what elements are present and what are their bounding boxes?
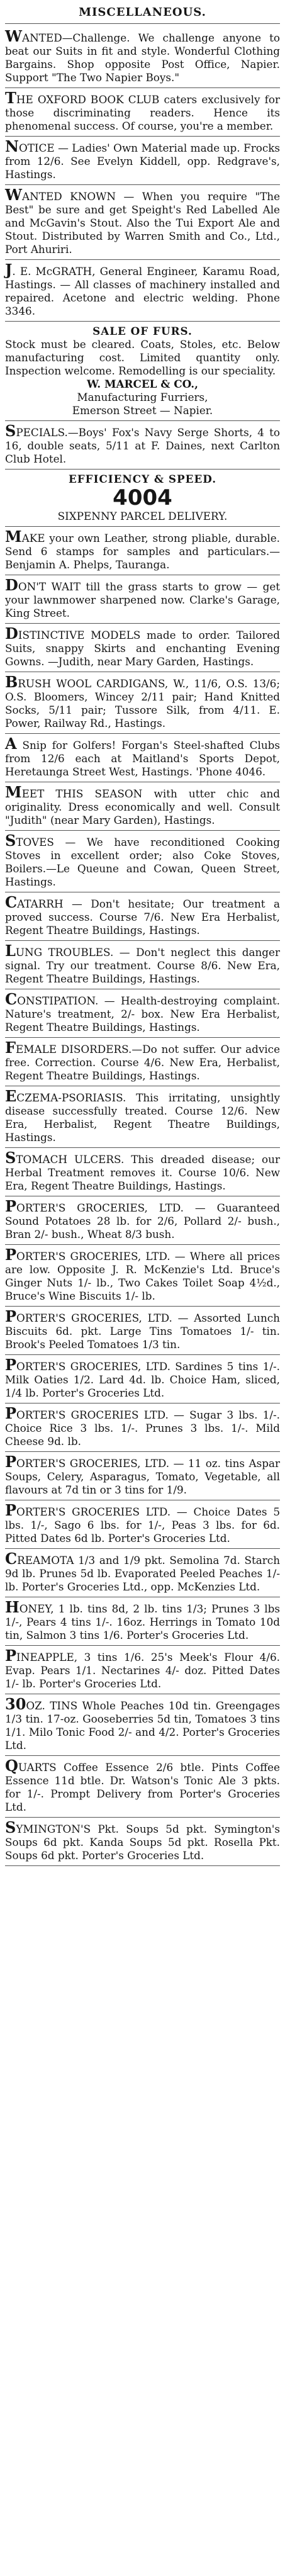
ad-porters-2 <box>5 1245 280 1307</box>
ad-lead-letter: P <box>5 1197 17 1215</box>
ad-lead-letter: N <box>5 137 19 155</box>
ad-text <box>5 944 280 986</box>
ad-subline: Manufacturing Furriers, <box>77 391 208 403</box>
ad-text <box>5 137 280 181</box>
ad-body: ISTINCTIVE MODELS made to order. Tailored Suits, snappy Skirts and enchanting Evening Gowns. —Judith, near Mary Garden, Hastings. <box>5 629 280 668</box>
ad-body: ANTED—Challenge. We challenge anyone to beat our Suits in fit and style. Wonderful Clothing Bargains. Shop opposite Post Office, Napier. Support "The Two Napier Boys." <box>5 31 280 84</box>
ad-address: Emerson Street — Napier. <box>72 404 213 417</box>
ad-lead-letter: M <box>5 783 22 801</box>
ad-body: ONSTIPATION. — Health-destroying complaint. Nature's treatment, 2/- box. New Era Herbalist, Regent Theatre Buildings, Hastings. <box>5 994 280 1033</box>
ad-lead-letter: P <box>5 1307 17 1325</box>
ad-lead-letter: C <box>5 990 18 1008</box>
ad-text <box>5 1404 280 1448</box>
ad-text <box>5 1600 280 1642</box>
ad-porters-1 <box>5 1196 280 1245</box>
ad-female-disorders <box>5 1038 280 1086</box>
ad-lead-letter: P <box>5 1453 17 1471</box>
ad-text <box>5 1151 280 1193</box>
ad-lead-letter: Q <box>5 1757 18 1775</box>
ad-body: RUSH WOOL CARDIGANS, W., 11/6, O.S. 13/6; O.S. Bloomers, Wincey 2/11 pair; Hand Knitted Socks, 5/11 pair; Tussore Silk, from 4/11. E. Power, Railway Rd., Hastings. <box>5 677 280 729</box>
ad-body: ONEY, 1 lb. tins 8d, 2 lb. tins 1/3; Prunes 3 lbs 1/-, Pears 4 tins 1/-. 16oz. Herrings in Tomato 10d tin, Salmon 3 tins 1/6. Porter's Groceries Ltd. <box>5 1602 280 1641</box>
ad-text <box>5 1089 280 1144</box>
section-title: MISCELLANEOUS. <box>5 5 280 24</box>
ad-lead-letter: F <box>5 1038 16 1057</box>
ad-text <box>5 624 280 668</box>
ad-text <box>5 527 280 571</box>
ad-text <box>5 188 280 256</box>
ad-text <box>5 1358 280 1400</box>
ad-mcgrath-engineer <box>5 260 280 322</box>
ad-body: ATARRH — Don't hesitate; Our treatment a proved success. Course 7/6. New Era Herbalist, Regent Theatre Buildings, Hastings. <box>5 897 280 936</box>
ad-oxford-book-club <box>5 88 280 137</box>
ad-lead-letter: P <box>5 1404 17 1422</box>
ad-meet-this-season <box>5 782 280 831</box>
ad-lung-troubles <box>5 941 280 989</box>
ad-body: OZ. TINS Whole Peaches 10d tin. Greengages 1/3 tin. 17-oz. Gooseberries 5d tin, Tomatoes 3 tins 1/1. Milo Tonic Food 2/- and 4/2. Porter's Groceries Ltd. <box>5 1699 280 1752</box>
ad-lead-letter: H <box>5 1598 20 1616</box>
ad-porters-5 <box>5 1403 280 1452</box>
ad-text <box>5 27 280 84</box>
ad-symingtons <box>5 1818 280 1866</box>
ad-lead-letter: S <box>5 1818 16 1836</box>
ad-body: CZEMA-PSORIASIS. This irritating, unsightly disease successfully treated. Course 12/6. New Era, Herbalist, Regent Theatre Buildings, Hastings. <box>5 1091 280 1144</box>
ad-pineapple <box>5 1646 280 1694</box>
ad-list <box>5 26 280 1866</box>
ad-text <box>5 1646 280 1690</box>
ad-body: INEAPPLE, 3 tins 1/6. 25's Meek's Flour 4/6. Evap. Pears 1/1. Nectarines 4/- doz. Pitted Dates 1/- lb. Porter's Groceries Ltd. <box>5 1651 280 1690</box>
ad-lead-letter: S <box>5 422 16 440</box>
ad-body: EET THIS SEASON with utter chic and originality. Dress economically and well. Consult "Judith" (near Mary Garden), Hastings. <box>5 787 280 826</box>
ad-eczema-psoriasis <box>5 1086 280 1148</box>
ad-body: ORTER'S GROCERIES, LTD. — Assorted Lunch Biscuits 6d. pkt. Large Tins Tomatoes 1/- tin. Brook's Peeled Tomatoes 1/3 tin. <box>5 1312 280 1351</box>
ad-lead-letter: S <box>5 831 16 850</box>
ad-heading: EFFICIENCY & SPEED. <box>68 473 217 485</box>
ad-text <box>5 675 280 730</box>
ad-text <box>5 1455 280 1497</box>
ad-lead-letter: P <box>5 1646 17 1665</box>
ad-text <box>5 1818 280 1862</box>
ad-text <box>5 1038 280 1083</box>
ad-dont-wait-grass <box>5 575 280 624</box>
ad-constipation <box>5 989 280 1038</box>
ad-subline: SIXPENNY PARCEL DELIVERY. <box>57 510 228 522</box>
ad-lead-letter: A <box>5 734 17 753</box>
ad-text <box>5 893 280 937</box>
ad-body: TOMACH ULCERS. This dreaded disease; our Herbal Treatment removes it. Course 10/6. New Era, Regent Theatre Buildings, Hastings. <box>5 1153 280 1192</box>
ad-text <box>5 1307 280 1351</box>
ad-lead-letter: W <box>5 27 22 45</box>
ad-lead-letter: D <box>5 624 18 643</box>
ad-quarts-coffee <box>5 1756 280 1818</box>
ad-body: ANTED KNOWN — When you require "The Best" be sure and get Speight's Red Labelled Ale and McGavin's Stout. Also the Tui Export Ale and Stout. Distributed by Warren Smith and Co., Ltd., Port Ahuriri. <box>5 190 280 256</box>
ad-porters-6 <box>5 1452 280 1500</box>
ad-body: YMINGTON'S Pkt. Soups 5d pkt. Symington's Soups 6d pkt. Kanda Soups 5d pkt. Rosella Pkt. Soups 6d pkt. Porter's Groceries Ltd. <box>5 1823 280 1862</box>
ad-brush-wool-cardigans <box>5 672 280 734</box>
ad-specials-boys-navy <box>5 421 280 470</box>
ad-catarrh <box>5 892 280 941</box>
ad-text <box>5 91 280 133</box>
ad-text <box>5 424 280 466</box>
ad-efficiency-speed <box>5 470 280 527</box>
ad-lead-letter: C <box>5 893 18 911</box>
ad-text <box>5 1759 280 1814</box>
ad-body: HE OXFORD BOOK CLUB caters exclusively for those discriminating readers. Hence its phenomenal success. Of course, you're a member. <box>5 93 280 132</box>
ad-lead-letter: P <box>5 1501 17 1519</box>
ad-stoves <box>5 831 280 892</box>
ad-lead-letter: P <box>5 1356 17 1374</box>
ad-body: EMALE DISORDERS.—Do not suffer. Our advice free. Correction. Course 4/6. New Era, Herbalist, Regent Theatre Buildings, Hastings. <box>5 1043 280 1082</box>
ad-lead-letter: 30 <box>5 1695 26 1713</box>
ad-porters-7 <box>5 1500 280 1549</box>
ad-a-snip-golfers <box>5 734 280 782</box>
ad-make-your-own-leather <box>5 527 280 575</box>
ad-wanted-known <box>5 185 280 260</box>
ad-body: ORTER'S GROCERIES, LTD. — Guaranteed Sound Potatoes 28 lb. for 2/6, Pollard 2/- bush., Bran 2/- bush., Wheat 8/3 bush. <box>5 1201 280 1240</box>
classified-column <box>5 0 280 1866</box>
ad-heading: SALE OF FURS. <box>92 325 193 337</box>
ad-body: ORTER'S GROCERIES, LTD. — 11 oz. tins Aspar Soups, Celery, Asparagus, Tomato, Vegetable, all flavours at 7d tin or 3 tins for 1/9. <box>5 1457 280 1496</box>
ad-lead-letter: L <box>5 942 16 960</box>
ad-wanted-challenge <box>5 26 280 88</box>
ad-text <box>5 578 280 620</box>
ad-lead-letter: S <box>5 1149 16 1167</box>
ad-text <box>5 785 280 827</box>
ad-body: REAMOTA 1/3 and 1/9 pkt. Semolina 7d. Starch 9d lb. Prunes 5d lb. Evaporated Peeled Peaches 1/- lb. Porter's Groceries Ltd., opp. McKenzies Ltd. <box>5 1554 280 1593</box>
ad-sale-of-furs <box>5 322 280 421</box>
ad-body: ORTER'S GROCERIES LTD. — Sugar 3 lbs. 1/-. Choice Rice 3 lbs. 1/-. Prunes 3 lbs. 1/-. Mild Cheese 9d. lb. <box>5 1409 280 1448</box>
ad-lead-letter: W <box>5 186 22 204</box>
ad-body: Snip for Golfers! Forgan's Steel-shafted Clubs from 12/6 each at Maitland's Sports Depot, Heretaunga Street West, Hastings. 'Phone 4046. <box>5 739 280 778</box>
ad-lead-letter: J <box>5 261 13 279</box>
ad-text <box>5 734 280 779</box>
ad-body: UARTS Coffee Essence 2/6 btle. Pints Coffee Essence 11d btle. Dr. Watson's Tonic Ale 3 pkts. for 1/-. Prompt Delivery from Porter's Groceries Ltd. <box>5 1761 280 1813</box>
ad-body: PECIALS.—Boys' Fox's Navy Serge Shorts, 4 to 16, double seats, 5/11 at F. Daines, next Carlton Club Hotel. <box>5 426 280 465</box>
ad-lead-letter: T <box>5 89 16 107</box>
ad-lead-letter: D <box>5 576 18 594</box>
ad-lead-letter: P <box>5 1246 17 1264</box>
ad-text <box>5 1501 280 1545</box>
ad-lead-letter: B <box>5 673 18 691</box>
ad-text <box>5 263 280 318</box>
ad-text <box>5 990 280 1034</box>
ad-porters-4 <box>5 1355 280 1403</box>
ad-lead-letter: E <box>5 1087 17 1105</box>
ad-body: AKE your own Leather, strong pliable, durable. Send 6 stamps for samples and particulars.—Benjamin A. Phelps, Tauranga. <box>5 532 280 571</box>
ad-notice-ladies-material <box>5 137 280 185</box>
ad-body: . E. McGRATH, General Engineer, Karamu Road, Hastings. — All classes of machinery installed and repaired. Acetone and electric welding. Phone 3346. <box>5 265 280 317</box>
ad-lead-letter: C <box>5 1550 18 1568</box>
ad-body: Stock must be cleared. Coats, Stoles, etc. Below manufacturing cost. Limited quantity only. Inspection welcome. Remodelling is our speciality. <box>5 338 280 377</box>
ad-creamota <box>5 1549 280 1597</box>
ad-text <box>5 1197 280 1241</box>
ad-body: TOVES — We have reconditioned Cooking Stoves in excellent order; also Coke Stoves, Boilers.—Le Queune and Cowan, Queen Street, Hastings. <box>5 836 280 888</box>
ad-number: 4004 <box>113 485 172 510</box>
ad-text <box>5 1697 280 1752</box>
ad-30-oz-tins <box>5 1694 280 1756</box>
ad-body: OTICE — Ladies' Own Material made up. Frocks from 12/6. See Evelyn Kiddell, opp. Redgrave's, Hastings. <box>5 142 280 181</box>
ad-distinctive-models <box>5 624 280 672</box>
ad-text <box>5 1552 280 1594</box>
ad-body: ORTER'S GROCERIES LTD. — Choice Dates 5 lbs. 1/-, Sago 6 lbs. for 1/-, Peas 3 lbs. for 6d. Pitted Dates 6d lb. Porter's Groceries Ltd. <box>5 1505 280 1544</box>
ad-firm: W. MARCEL & CO., <box>87 378 198 390</box>
ad-body: ON'T WAIT till the grass starts to grow — get your lawnmower sharpened now. Clarke's Garage, King Street. <box>5 580 280 619</box>
ad-body: ORTER'S GROCERIES, LTD. Sardines 5 tins 1/-. Milk Oaties 1/2. Lard 4d. lb. Choice Ham, sliced, 1/4 lb. Porter's Groceries Ltd. <box>5 1360 280 1399</box>
ad-porters-3 <box>5 1307 280 1355</box>
ad-stomach-ulcers <box>5 1148 280 1196</box>
ad-body: ORTER'S GROCERIES, LTD. — Where all prices are low. Opposite J. R. McKenzie's Ltd. Bruce's Ginger Nuts 1/- lb., Two Cakes Toilet Soap 4½d., Bruce's Wine Biscuits 1/- lb. <box>5 1250 280 1302</box>
ad-text <box>5 1248 280 1303</box>
ad-honey <box>5 1597 280 1646</box>
ad-lead-letter: M <box>5 527 22 546</box>
ad-text <box>5 831 280 889</box>
ad-body: UNG TROUBLES. — Don't neglect this danger signal. Try our treatment. Course 8/6. New Era, Regent Theatre Buildings, Hastings. <box>5 946 280 985</box>
